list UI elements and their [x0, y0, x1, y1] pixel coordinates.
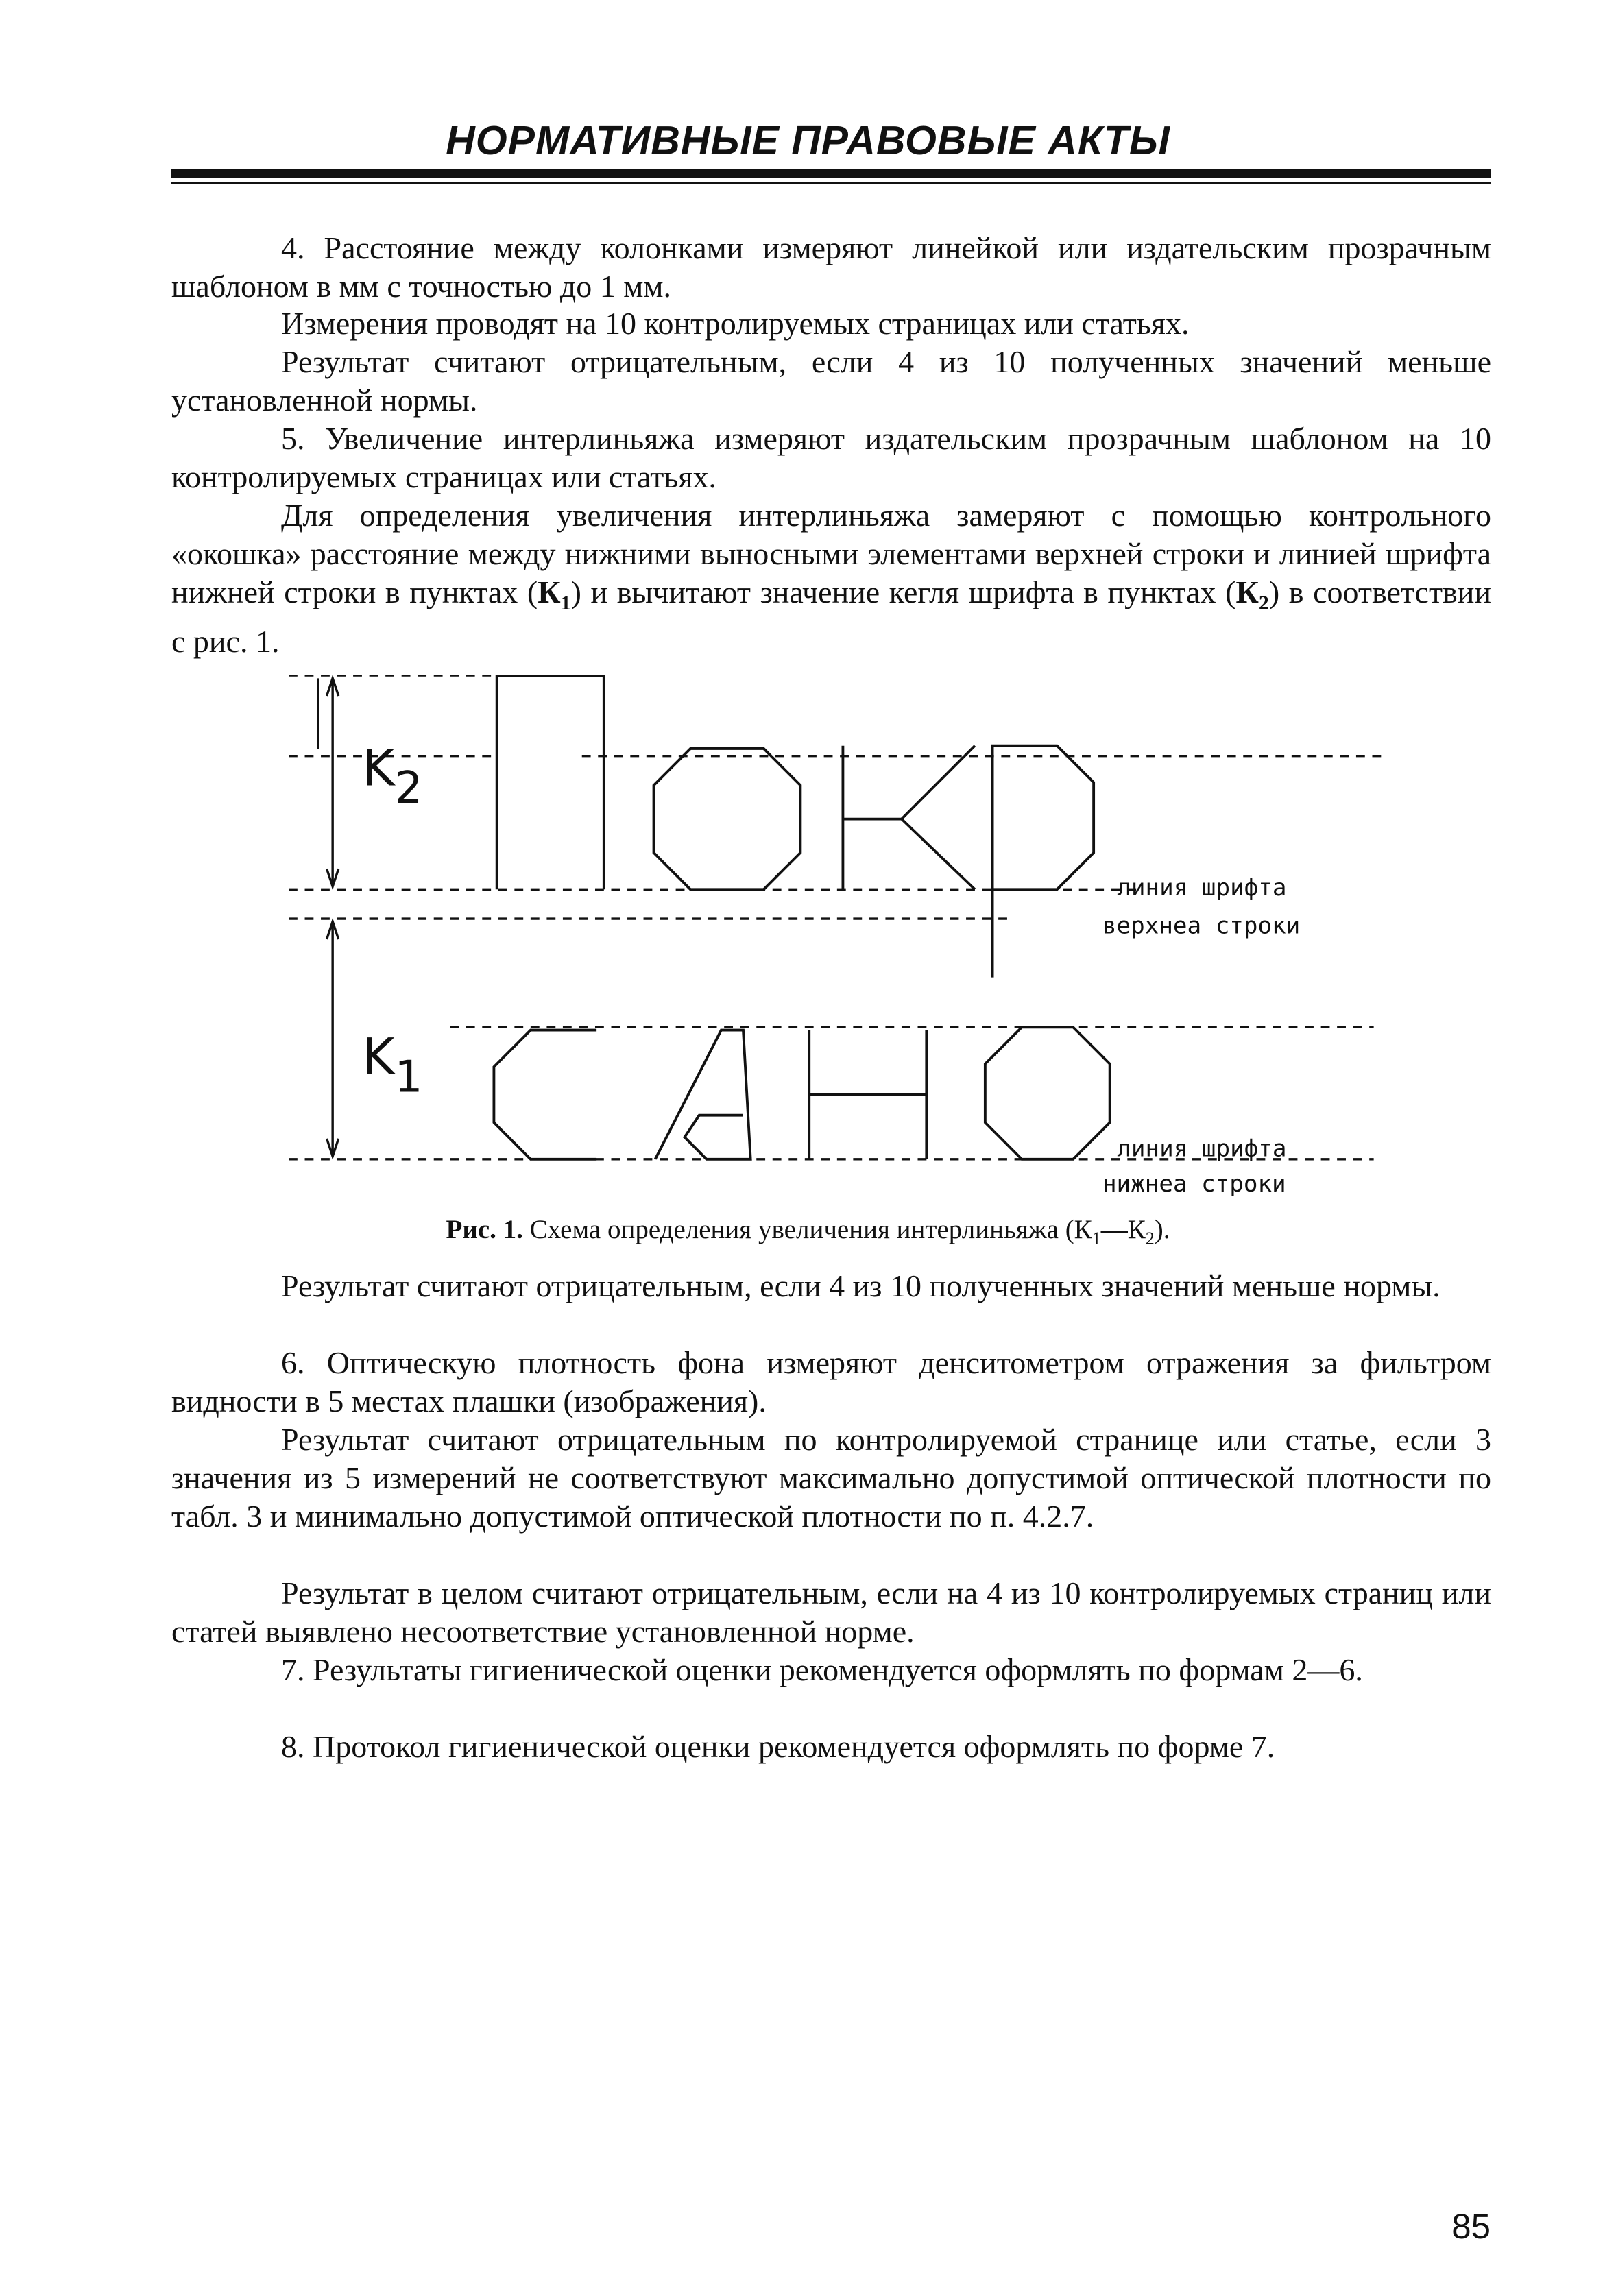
- para-k-text-after: ) в соответствии с рис. 1.: [171, 575, 1491, 660]
- k1-arrow: [327, 921, 339, 1156]
- top-word-glyphs: [497, 675, 1094, 978]
- k2-label: K2: [361, 740, 423, 814]
- k1-symbol: $К_1$: [538, 575, 571, 615]
- figure-caption: Рис. 1. Схема определения увеличения интерлиньяжа $(К_1—К_2)$.: [446, 1215, 1170, 1248]
- top-line-note-1: линия шрифта: [1117, 873, 1287, 902]
- page-number: 85: [1451, 2207, 1491, 2246]
- paragraph-result-1: Результат считают отрицательным, если 4 из 10 полученных значений меньше установленной нормы.: [171, 344, 1491, 418]
- paragraph-5: 5. Увеличение интерлиньяжа измеряют издательским прозрачным шаблоном на 10 контролируемых страницах или статьях.: [171, 421, 1491, 494]
- paragraph-6: 6. Оптическую плотность фона измеряют денситометром отражения за фильтром видности в 5 местах плашки (изображения).: [171, 1345, 1491, 1418]
- paragraph-result-overall: Результат в целом считают отрицательным, если на 4 из 10 контролируемых страниц или статей выявлено несоответствие установленной норме.: [171, 1575, 1491, 1649]
- bottom-word-glyphs: [494, 1027, 1109, 1159]
- para-k-text-before: Для определения увеличения интерлиньяжа замеряют с помощью контрольного «окошка» расстояние между нижними выносными элементами верхней строки и линией шрифта нижней строки в пунктах (: [171, 498, 1491, 609]
- paragraph-measurements: Измерения проводят на 10 контролируемых страницах или статьях.: [281, 306, 1190, 341]
- paragraph-4: 4. Расстояние между колонками измеряют линейкой или издательским прозрачным шаблоном в мм с точностью до 1 мм.: [171, 230, 1491, 304]
- k2-arrow: [318, 678, 339, 886]
- k1-label: K1: [361, 1028, 423, 1103]
- paragraph-8: 8. Протокол гигиенической оценки рекомендуется оформлять по форме 7.: [281, 1729, 1275, 1764]
- bottom-line-note-1: линия шрифта: [1117, 1135, 1287, 1163]
- leading-diagram-svg: [289, 675, 1388, 1203]
- paragraph-result-2: Результат считают отрицательным, если 4 из 10 полученных значений меньше нормы.: [281, 1268, 1440, 1303]
- paragraph-leading-definition: [171, 496, 1491, 661]
- top-line-note-2: верхнеа строки: [1102, 912, 1301, 940]
- caption-label: Рис. 1.: [446, 1215, 523, 1244]
- para-k-text-middle: ) и вычитают значение кегля шрифта в пунктах (: [570, 575, 1236, 609]
- paragraph-7: 7. Результаты гигиенической оценки рекомендуется оформлять по формам 2—6.: [281, 1652, 1363, 1687]
- paragraph-result-3: Результат считают отрицательным по контролируемой странице или статье, если 3 значения из 5 измерений не соответствуют максимально допустимой оптической плотности по табл. 3 и минимально допустимой оптической плотности по п. 4.2.7.: [171, 1422, 1491, 1534]
- leading-diagram: [289, 675, 1388, 1203]
- running-header-title: НОРМАТИВНЫЕ ПРАВОВЫЕ АКТЫ: [446, 118, 1170, 163]
- bottom-line-note-2: нижнеа строки: [1102, 1170, 1286, 1198]
- header-rule-thin: [171, 182, 1491, 184]
- k2-symbol: $К_2$: [1235, 575, 1269, 615]
- header-rule-thick: [171, 169, 1491, 178]
